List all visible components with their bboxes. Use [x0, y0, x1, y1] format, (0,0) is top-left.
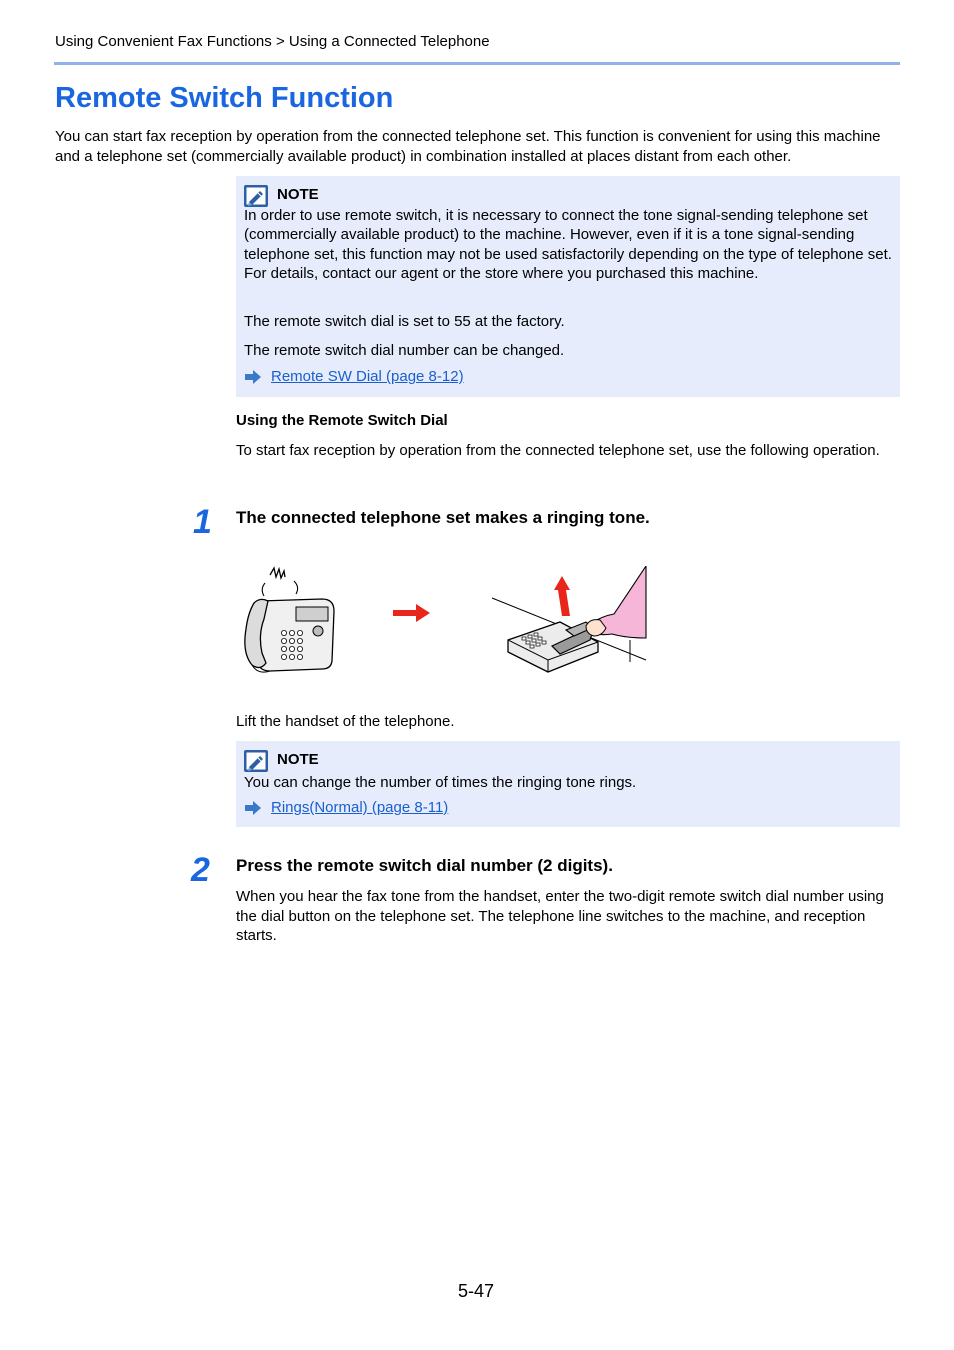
rings-normal-link[interactable]: Rings(Normal) (page 8-11): [271, 799, 449, 816]
note-pencil-icon: [244, 750, 268, 772]
note-paragraph: The remote switch dial is set to 55 at the factory.: [244, 313, 565, 330]
step-title: The connected telephone set makes a ringing tone.: [236, 508, 650, 527]
page-number: 5-47: [458, 1281, 495, 1301]
link-arrow-icon: [244, 370, 262, 384]
note-pencil-icon: [244, 185, 268, 207]
subsection-text: To start fax reception by operation from the connected telephone set, use the following operation.: [236, 442, 880, 459]
note-link-row: [244, 799, 448, 816]
step-text: When you hear the fax tone from the handset, enter the two-digit remote switch dial number using the dial button on the telephone set. The telephone line switches to the machine, and reception starts.: [236, 888, 884, 944]
subsection-heading: Using the Remote Switch Dial: [236, 412, 448, 429]
note-link-row: [244, 368, 464, 385]
step-title: Press the remote switch dial number (2 digits).: [236, 856, 613, 875]
note-paragraph: The remote switch dial number can be changed.: [244, 342, 565, 359]
ringing-telephone-illustration: [240, 563, 340, 675]
red-right-arrow-icon: [392, 602, 432, 624]
page-title: Remote Switch Function: [55, 82, 394, 114]
intro-paragraph: You can start fax reception by operation from the connected telephone set. This function is convenient for using this machine and a telephone set (commercially available product) in combination installed at places distant from each other.: [55, 128, 881, 165]
step-number: 2: [191, 851, 210, 889]
note-box: [236, 741, 900, 827]
header-divider: [54, 62, 900, 65]
note-paragraph: You can change the number of times the ringing tone rings.: [244, 774, 637, 791]
breadcrumb: Using Convenient Fax Functions > Using a Connected Telephone: [55, 33, 490, 50]
note-label: NOTE: [277, 751, 319, 768]
step-caption: Lift the handset of the telephone.: [236, 713, 455, 730]
link-arrow-icon: [244, 801, 262, 815]
lift-handset-illustration: [490, 566, 648, 678]
step-number: 1: [193, 503, 212, 541]
note-paragraph: In order to use remote switch, it is necessary to connect the tone signal-sending telephone set (commercially available product) to the machine. However, even if it is a tone signal-sending telephone set, this function may not be used satisfactorily depending on the type of telephone set. For details, contact our agent or the store where you purchased this machine.: [244, 207, 892, 282]
note-box: [236, 176, 900, 397]
remote-sw-dial-link[interactable]: Remote SW Dial (page 8-12): [271, 368, 464, 385]
note-label: NOTE: [277, 186, 319, 203]
